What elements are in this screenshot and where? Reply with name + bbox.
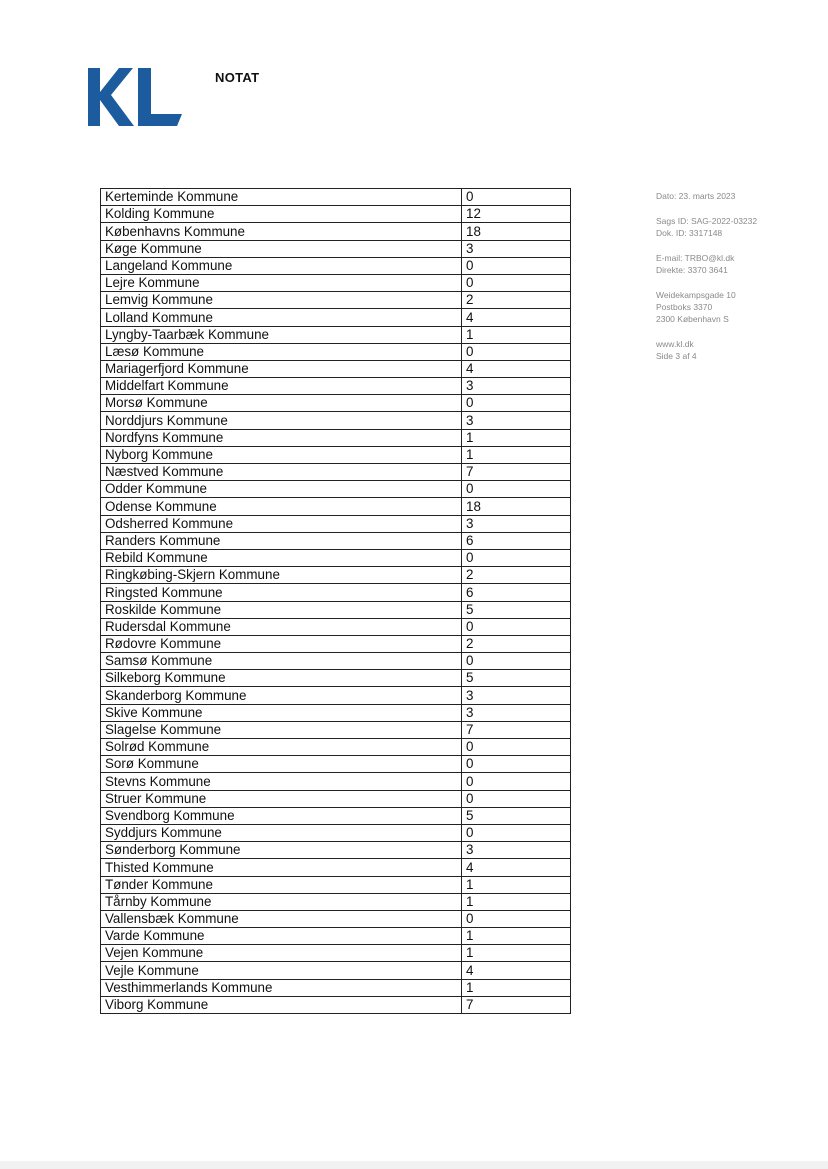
document-type-label: NOTAT	[215, 70, 260, 85]
page-bottom-edge	[0, 1161, 828, 1169]
municipality-name-cell: Mariagerfjord Kommune	[101, 360, 462, 377]
count-cell: 4	[462, 962, 571, 979]
municipality-name-cell: Vejen Kommune	[101, 945, 462, 962]
table-row	[101, 653, 571, 670]
doc-id-text: Dok. ID: 3317148	[656, 228, 723, 238]
municipality-name-cell: Thisted Kommune	[101, 859, 462, 876]
count-cell: 0	[462, 773, 571, 790]
municipality-name-cell: Læsø Kommune	[101, 343, 462, 360]
date-text: Dato: 23. marts 2023	[656, 191, 736, 201]
table-row	[101, 979, 571, 996]
count-cell: 3	[462, 515, 571, 532]
municipality-name-cell: Lejre Kommune	[101, 274, 462, 291]
municipality-name-cell: Silkeborg Kommune	[101, 670, 462, 687]
municipality-name-cell: Sorø Kommune	[101, 756, 462, 773]
table-row	[101, 515, 571, 532]
table-row	[101, 962, 571, 979]
count-cell: 0	[462, 481, 571, 498]
count-cell: 3	[462, 687, 571, 704]
municipality-name-cell: Vejle Kommune	[101, 962, 462, 979]
table-row	[101, 739, 571, 756]
count-cell: 3	[462, 412, 571, 429]
table-row	[101, 893, 571, 910]
kl-logo	[88, 68, 182, 126]
municipality-name-cell: Lemvig Kommune	[101, 292, 462, 309]
table-row	[101, 274, 571, 291]
direct-phone-text: Direkte: 3370 3641	[656, 265, 728, 275]
count-cell: 18	[462, 498, 571, 515]
count-cell: 1	[462, 446, 571, 463]
municipality-name-cell: Norddjurs Kommune	[101, 412, 462, 429]
municipality-name-cell: Syddjurs Kommune	[101, 824, 462, 841]
municipality-name-cell: Kolding Kommune	[101, 206, 462, 223]
count-cell: 3	[462, 704, 571, 721]
table-row	[101, 257, 571, 274]
municipality-name-cell: Svendborg Kommune	[101, 807, 462, 824]
table-row	[101, 773, 571, 790]
table-row	[101, 549, 571, 566]
table-row	[101, 790, 571, 807]
table-row	[101, 756, 571, 773]
table-row	[101, 842, 571, 859]
table-row	[101, 670, 571, 687]
count-cell: 12	[462, 206, 571, 223]
count-cell: 0	[462, 257, 571, 274]
municipality-name-cell: Rødovre Kommune	[101, 635, 462, 652]
municipality-name-cell: Københavns Kommune	[101, 223, 462, 240]
address-line: Postboks 3370	[656, 302, 713, 312]
municipality-name-cell: Ringsted Kommune	[101, 584, 462, 601]
table-row	[101, 429, 571, 446]
count-cell: 0	[462, 189, 571, 206]
count-cell: 4	[462, 859, 571, 876]
municipality-name-cell: Middelfart Kommune	[101, 378, 462, 395]
count-cell: 3	[462, 378, 571, 395]
municipality-name-cell: Viborg Kommune	[101, 996, 462, 1013]
municipality-name-cell: Slagelse Kommune	[101, 721, 462, 738]
table-row	[101, 189, 571, 206]
municipality-name-cell: Vallensbæk Kommune	[101, 910, 462, 927]
municipality-name-cell: Varde Kommune	[101, 928, 462, 945]
table-row	[101, 446, 571, 463]
table-row	[101, 859, 571, 876]
count-cell: 0	[462, 790, 571, 807]
count-cell: 1	[462, 429, 571, 446]
count-cell: 4	[462, 309, 571, 326]
municipality-name-cell: Skanderborg Kommune	[101, 687, 462, 704]
count-cell: 0	[462, 653, 571, 670]
email-text: E-mail: TRBO@kl.dk	[656, 253, 735, 263]
table-row	[101, 910, 571, 927]
count-cell: 5	[462, 807, 571, 824]
municipality-name-cell: Nyborg Kommune	[101, 446, 462, 463]
count-cell: 2	[462, 292, 571, 309]
page-number-text: Side 3 af 4	[656, 351, 697, 361]
table-row	[101, 412, 571, 429]
table-row	[101, 584, 571, 601]
municipality-name-cell: Tårnby Kommune	[101, 893, 462, 910]
table-row	[101, 687, 571, 704]
count-cell: 0	[462, 618, 571, 635]
count-cell: 1	[462, 876, 571, 893]
website-text: www.kl.dk	[656, 339, 694, 349]
count-cell: 1	[462, 893, 571, 910]
count-cell: 0	[462, 549, 571, 566]
count-cell: 0	[462, 274, 571, 291]
table-row	[101, 876, 571, 893]
count-cell: 5	[462, 601, 571, 618]
municipality-name-cell: Nordfyns Kommune	[101, 429, 462, 446]
table-row	[101, 721, 571, 738]
count-cell: 6	[462, 584, 571, 601]
municipality-name-cell: Randers Kommune	[101, 532, 462, 549]
count-cell: 0	[462, 824, 571, 841]
table-row	[101, 378, 571, 395]
count-cell: 0	[462, 756, 571, 773]
document-meta-sidebar	[656, 190, 816, 375]
count-cell: 2	[462, 635, 571, 652]
table-row	[101, 532, 571, 549]
count-cell: 0	[462, 395, 571, 412]
count-cell: 1	[462, 979, 571, 996]
table-row	[101, 704, 571, 721]
count-cell: 2	[462, 567, 571, 584]
count-cell: 3	[462, 240, 571, 257]
count-cell: 1	[462, 326, 571, 343]
municipality-name-cell: Skive Kommune	[101, 704, 462, 721]
municipality-name-cell: Næstved Kommune	[101, 464, 462, 481]
count-cell: 7	[462, 996, 571, 1013]
table-row	[101, 618, 571, 635]
table-row	[101, 360, 571, 377]
municipality-name-cell: Samsø Kommune	[101, 653, 462, 670]
count-cell: 6	[462, 532, 571, 549]
table-row	[101, 601, 571, 618]
table-row	[101, 807, 571, 824]
municipality-name-cell: Ringkøbing-Skjern Kommune	[101, 567, 462, 584]
municipality-name-cell: Roskilde Kommune	[101, 601, 462, 618]
address-line: 2300 København S	[656, 314, 729, 324]
count-cell: 5	[462, 670, 571, 687]
municipality-name-cell: Rudersdal Kommune	[101, 618, 462, 635]
municipality-name-cell: Morsø Kommune	[101, 395, 462, 412]
count-cell: 7	[462, 464, 571, 481]
municipality-name-cell: Struer Kommune	[101, 790, 462, 807]
table-row	[101, 635, 571, 652]
count-cell: 0	[462, 739, 571, 756]
address-line: Weidekampsgade 10	[656, 290, 736, 300]
table-row	[101, 343, 571, 360]
municipality-name-cell: Odense Kommune	[101, 498, 462, 515]
table-row	[101, 292, 571, 309]
table-row	[101, 498, 571, 515]
count-cell: 3	[462, 842, 571, 859]
table-row	[101, 996, 571, 1013]
table-row	[101, 945, 571, 962]
table-row	[101, 326, 571, 343]
table-row	[101, 206, 571, 223]
municipality-name-cell: Rebild Kommune	[101, 549, 462, 566]
count-cell: 1	[462, 928, 571, 945]
count-cell: 1	[462, 945, 571, 962]
municipality-name-cell: Vesthimmerlands Kommune	[101, 979, 462, 996]
table-row	[101, 223, 571, 240]
count-cell: 0	[462, 910, 571, 927]
municipality-name-cell: Lyngby-Taarbæk Kommune	[101, 326, 462, 343]
municipality-name-cell: Solrød Kommune	[101, 739, 462, 756]
municipality-name-cell: Odsherred Kommune	[101, 515, 462, 532]
count-cell: 0	[462, 343, 571, 360]
table-row	[101, 395, 571, 412]
case-id-text: Sags ID: SAG-2022-03232	[656, 216, 758, 226]
count-cell: 4	[462, 360, 571, 377]
municipality-name-cell: Odder Kommune	[101, 481, 462, 498]
municipality-table	[100, 188, 571, 1014]
municipality-name-cell: Stevns Kommune	[101, 773, 462, 790]
table-row	[101, 464, 571, 481]
table-row	[101, 309, 571, 326]
count-cell: 7	[462, 721, 571, 738]
municipality-name-cell: Sønderborg Kommune	[101, 842, 462, 859]
table-row	[101, 928, 571, 945]
municipality-name-cell: Lolland Kommune	[101, 309, 462, 326]
table-row	[101, 567, 571, 584]
count-cell: 18	[462, 223, 571, 240]
municipality-name-cell: Langeland Kommune	[101, 257, 462, 274]
municipality-name-cell: Køge Kommune	[101, 240, 462, 257]
municipality-name-cell: Kerteminde Kommune	[101, 189, 462, 206]
table-row	[101, 824, 571, 841]
table-row	[101, 481, 571, 498]
municipality-name-cell: Tønder Kommune	[101, 876, 462, 893]
table-row	[101, 240, 571, 257]
